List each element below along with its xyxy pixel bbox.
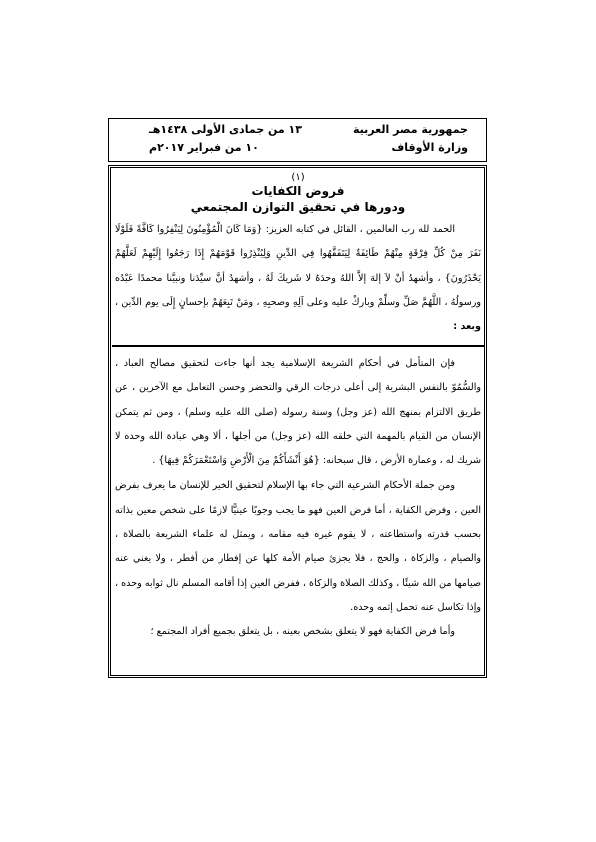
paragraph-fard-ayn: ومن جملة الأحكام الشرعية التي جاء بها الإسلام لتحقيق الخير للإنسان ما يعرف بفرض العين ، وفرض الكفاية ، أما فرض العين فهو ما يجب وجوبًا عينيًّا لازمًا على شخص معين بذاته بحسب قدرته واستطاعته ، لا يقوم غيره فيه مقامه ، ويمثل له علماء الشريعة بالصلاة ، والصيام ، والزكاة ، والحج ، فلا يجزئ صيام الأمة كلها عن إفطار من أفطر ، ولا يغني عنه صيامها من الله شيئًا ، وكذلك الصلاة والزكاة ، ففرض العين إذا أقامه المسلم نال ثوابه وحده ، وإذا تكاسل عنه تحمل إثمه وحده. [115, 480, 481, 613]
sermon-title: فروض الكفايات [251, 184, 345, 198]
hijri-date: ١٣ من جمادى الأولى ١٤٣٨هـ [149, 123, 302, 136]
document-header-box [108, 118, 487, 162]
ministry-name: وزارة الأوقاف [391, 141, 468, 154]
gregorian-date: ١٠ من فبراير ٢٠١٧م [149, 141, 259, 154]
section-divider [112, 345, 484, 347]
sermon-number: (١) [291, 172, 305, 183]
intro-text: الحمد لله رب العالمين ، القائل في كتابه العزيز: {وَمَا كَانَ الْمُؤْمِنُونَ لِيَنْفِرُوا كَافَّةً فَلَوْلَا نَفَرَ مِنْ كُلِّ فِرْقَةٍ مِنْهُمْ طَائِفَةٌ لِيَتَفَقَّهُوا فِي الدِّينِ وَلِيُنْذِرُوا قَوْمَهُمْ إِذَا رَجَعُوا إِلَيْهِمْ لَعَلَّهُمْ يَحْذَرُونَ} ، وأشهدُ أنْ لاَ إلهَ إلاَّ اللهُ وحدَهُ لا شَريكَ لَهُ ، وأشهدُ أنَّ سيِّدَنا ونبيَّنا محمدًا عَبْدُه ورسولُهُ ، اللَّهُمَّ صَلِّ وسلِّمْ وباركْ عليه وعلى آلِهِ وصحبِهِ ، ومَنْ تَبِعَهُمْ بإحسانٍ إِلَى يوم الدِّين ، [115, 224, 481, 308]
paragraph-purpose: فإن المتأمل في أحكام الشريعة الإسلامية يجد أنها جاءت لتحقيق مصالح العباد ، والسُّمُوّ بالنفس البشرية إلى أعلى درجات الرقي والتحضر وحسن التعامل مع الآخرين ، عن طريق الالتزام بمنهج الله (عز وجل) وسنة رسوله (صلى الله عليه وسلم) ، ومن ثم يتمكن الإنسان من القيام بالمهمة التي خلقه الله (عز وجل) من أجلها ، ألا وهي عبادة الله وحده لا شريك له ، وعمارة الأرض ، قال سبحانه: {هُوَ أَنْشَأَكُمْ مِنَ الْأَرْضِ وَاسْتَعْمَرَكُمْ فِيهَا} . [115, 357, 481, 467]
intro-closing: وبعد : [453, 321, 481, 333]
intro-paragraph [112, 218, 484, 339]
sermon-subtitle: ودورها في تحقيق التوازن المجتمعي [190, 200, 406, 214]
paragraph-fard-kifaya: وأما فرض الكفاية فهو لا يتعلق بشخص بعينه ، بل يتعلق بجميع أفراد المجتمع ؛ [150, 626, 455, 638]
country-name: جمهورية مصر العربية [353, 123, 468, 136]
sermon-content [112, 172, 484, 645]
